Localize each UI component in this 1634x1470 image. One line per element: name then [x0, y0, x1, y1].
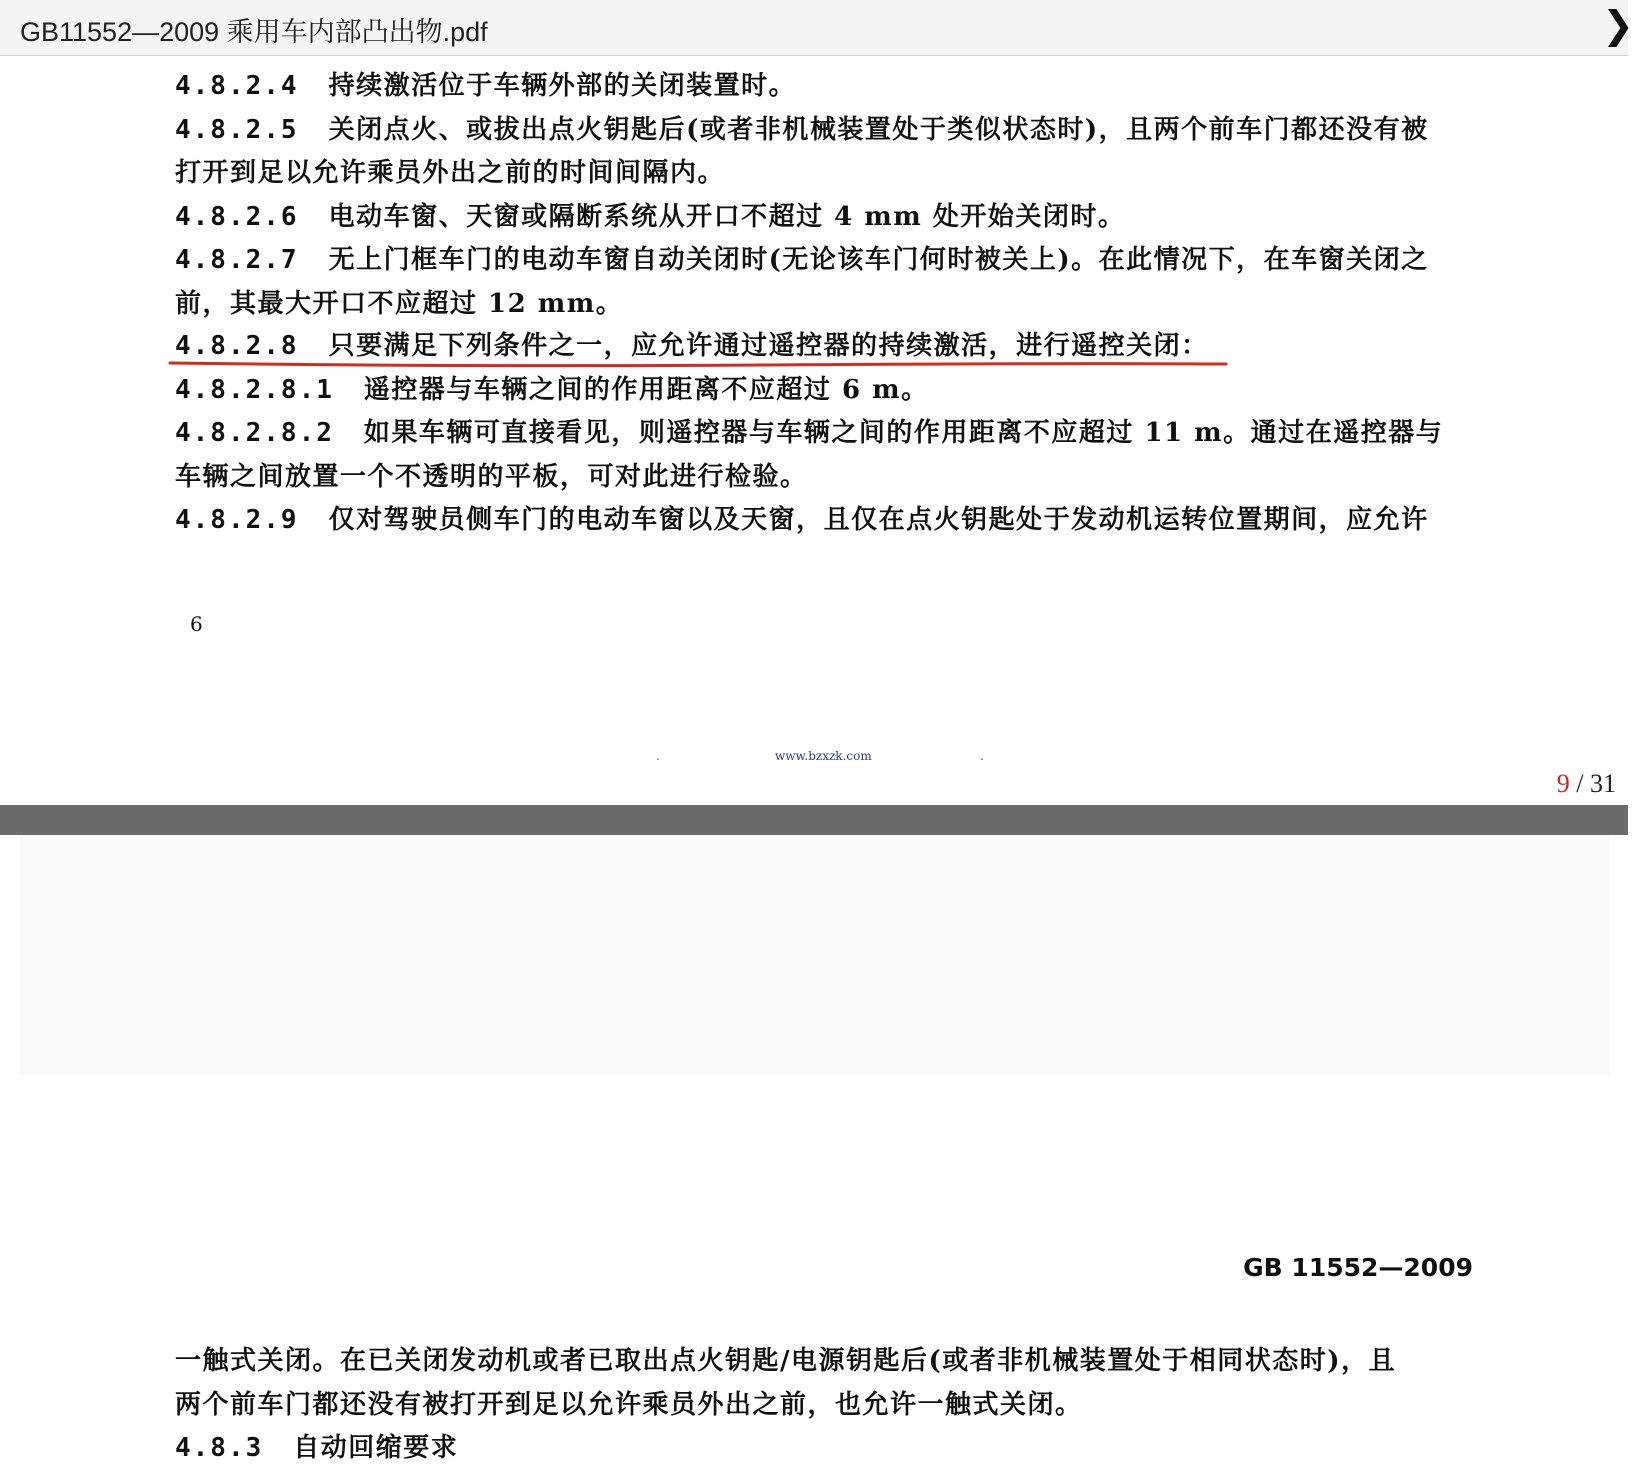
website-watermark: www.bzxzk.com: [775, 749, 872, 763]
paragraph-line: 4.8.2.7 无上门框车门的电动车窗自动关闭时(无论该车门何时被关上)。在此情况下，在车窗关闭之: [175, 245, 1429, 275]
footer-dot: .: [656, 749, 660, 763]
paragraph-line: 前，其最大开口不应超过 12 mm。: [175, 289, 624, 319]
paragraph-line: 4.8.2.5 关闭点火、或拔出点火钥匙后(或者非机械装置处于类似状态时)，且两个前车门都还没有被: [175, 115, 1429, 145]
pdf-page-10: [0, 835, 1628, 1470]
document-title: GB11552—2009 乘用车内部凸出物.pdf: [20, 17, 488, 47]
page-top-blank: [20, 835, 1610, 1075]
paragraph-line: 两个前车门都还没有被打开到足以允许乘员外出之前，也允许一触式关闭。: [175, 1390, 1083, 1420]
page-indicator: [1557, 769, 1616, 799]
paragraph-line-highlighted: 4.8.2.8 只要满足下列条件之一，应允许通过遥控器的持续激活，进行遥控关闭：: [175, 331, 1209, 361]
paragraph-line: 打开到足以允许乘员外出之前的时间间隔内。: [175, 158, 726, 188]
paragraph-line: 4.8.2.6 电动车窗、天窗或隔断系统从开口不超过 4 mm 处开始关闭时。: [175, 202, 1126, 232]
current-page: 9: [1556, 769, 1570, 798]
total-pages: 31: [1590, 769, 1616, 798]
paragraph-line: 一触式关闭。在已关闭发动机或者已取出点火钥匙/电源钥匙后(或者非机械装置处于相同状态时)，且: [175, 1346, 1397, 1376]
page-separator: [0, 805, 1628, 835]
page-footer-number: 6: [190, 612, 203, 636]
paragraph-line: 4.8.2.8.2 如果车辆可直接看见，则遥控器与车辆之间的作用距离不应超过 11 m。通过在遥控器与: [175, 418, 1444, 448]
paragraph-line: 4.8.2.4 持续激活位于车辆外部的关闭装置时。: [175, 71, 797, 101]
pager-separator: /: [1569, 769, 1590, 798]
paragraph-line: 车辆之间放置一个不透明的平板，可对此进行检验。: [175, 462, 808, 492]
title-bar: [0, 0, 1634, 56]
standard-header: GB 11552—2009: [1243, 1253, 1473, 1282]
paragraph-line: 4.8.2.8.1 遥控器与车辆之间的作用距离不应超过 6 m。: [175, 375, 929, 405]
paragraph-line: 4.8.2.9 仅对驾驶员侧车门的电动车窗以及天窗，且仅在点火钥匙处于发动机运转位置期间，应允许: [175, 505, 1429, 535]
footer-dot: .: [980, 749, 984, 763]
pdf-page-9: [0, 57, 1628, 805]
close-icon[interactable]: ❯: [1602, 3, 1634, 47]
paragraph-line: 4.8.3 自动回缩要求: [175, 1433, 459, 1463]
